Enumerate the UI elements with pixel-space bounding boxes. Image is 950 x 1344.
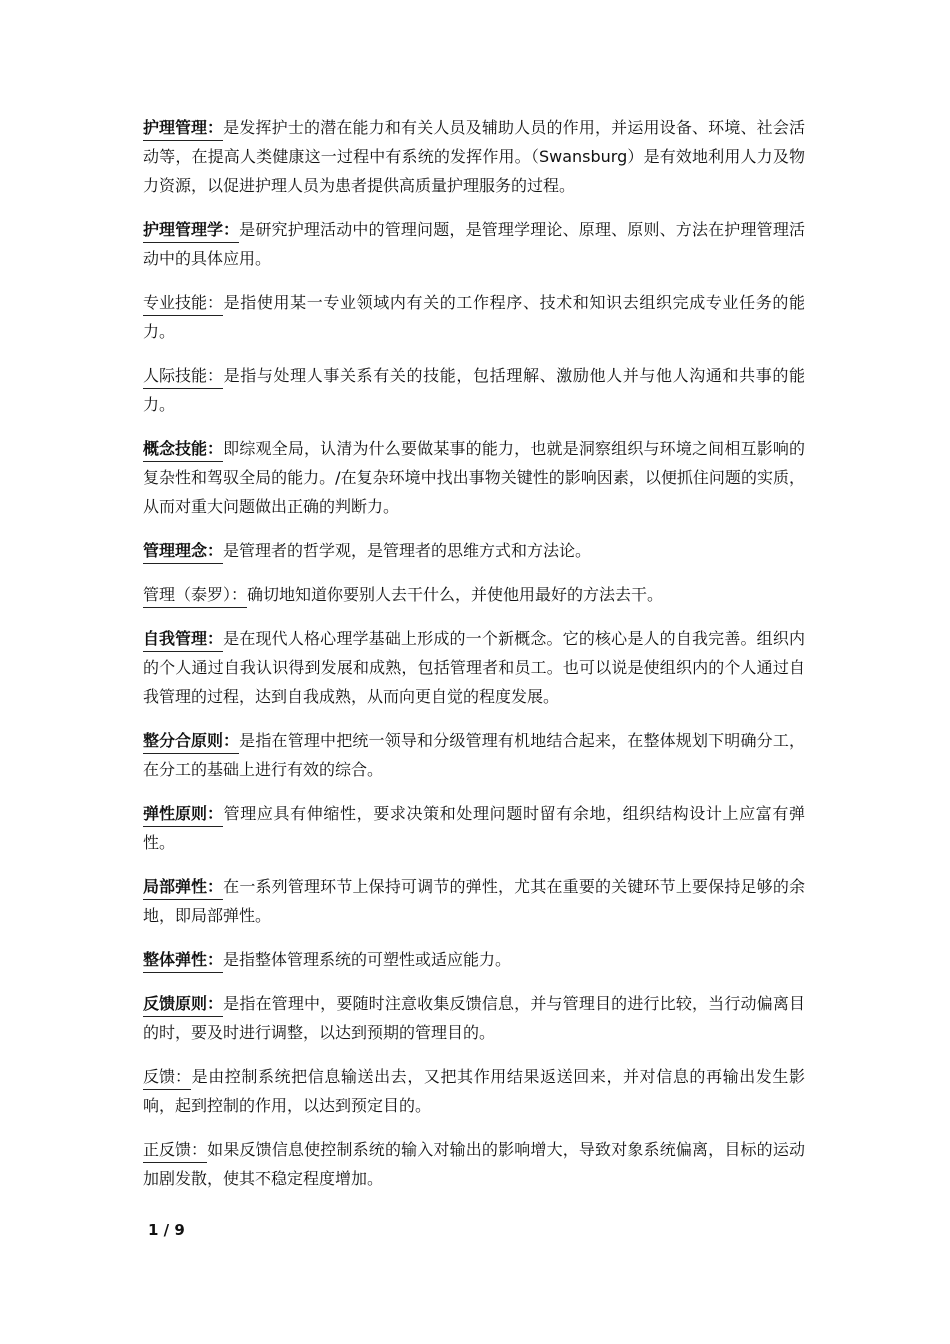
definition-text: 是管理者的哲学观，是管理者的思维方式和方法论。	[223, 541, 592, 560]
document-body	[143, 113, 805, 1208]
definition-term: 自我管理：	[143, 627, 223, 652]
definition-text: 是发挥护士的潜在能力和有关人员及辅助人员的作用，并运用设备、环境、社会活动等，在提高人类健康这一过程中有系统的发挥作用。（Swansburg）是有效地利用人力及物力资源，以促进护理人员为患者提供高质量护理服务的过程。	[143, 118, 805, 195]
definition-entry	[143, 215, 805, 273]
definition-term: 弹性原则：	[143, 802, 223, 827]
definition-text: 即综观全局，认清为什么要做某事的能力，也就是洞察组织与环境之间相互影响的复杂性和驾驭全局的能力。/在复杂环境中找出事物关键性的影响因素，以便抓住问题的实质，从而对重大问题做出正确的判断力。	[143, 439, 805, 516]
definition-text: 管理应具有伸缩性，要求决策和处理问题时留有余地，组织结构设计上应富有弹性。	[143, 804, 805, 852]
definition-text: 是在现代人格心理学基础上形成的一个新概念。它的核心是人的自我完善。组织内的个人通过自我认识得到发展和成熟，包括管理者和员工。也可以说是使组织内的个人通过自我管理的过程，达到自我成熟，从而向更自觉的程度发展。	[143, 629, 805, 706]
definition-term: 管理（泰罗）：	[143, 583, 247, 608]
definition-term: 概念技能：	[143, 437, 223, 462]
definition-text: 是指使用某一专业领域内有关的工作程序、技术和知识去组织完成专业任务的能力。	[143, 293, 805, 341]
definition-entry	[143, 361, 805, 419]
definition-term: 反馈原则：	[143, 992, 223, 1017]
definition-term: 正反馈：	[143, 1138, 207, 1163]
definition-text: 是指在管理中，要随时注意收集反馈信息，并与管理目的进行比较，当行动偏离目的时，要及时进行调整，以达到预期的管理目的。	[143, 994, 805, 1042]
definition-entry	[143, 726, 805, 784]
definition-text: 是指整体管理系统的可塑性或适应能力。	[223, 950, 512, 969]
definition-term: 整分合原则：	[143, 729, 239, 754]
definition-entry	[143, 113, 805, 200]
definition-entry	[143, 434, 805, 521]
definition-term: 反馈：	[143, 1065, 191, 1090]
definition-text: 在一系列管理环节上保持可调节的弹性，尤其在重要的关键环节上要保持足够的余地，即局部弹性。	[143, 877, 805, 925]
definition-text: 是指在管理中把统一领导和分级管理有机地结合起来，在整体规划下明确分工，在分工的基础上进行有效的综合。	[143, 731, 805, 779]
definition-term: 整体弹性：	[143, 948, 223, 973]
definition-term: 专业技能：	[143, 291, 223, 316]
definition-text: 确切地知道你要别人去干什么，并使他用最好的方法去干。	[247, 585, 664, 604]
definition-entry	[143, 945, 805, 974]
definition-entry	[143, 624, 805, 711]
definition-entry	[143, 536, 805, 565]
definition-text: 如果反馈信息使控制系统的输入对输出的影响增大，导致对象系统偏离，目标的运动加剧发散，使其不稳定程度增加。	[143, 1140, 805, 1188]
definition-term: 管理理念：	[143, 539, 223, 564]
definition-text: 是指与处理人事关系有关的技能，包括理解、激励他人并与他人沟通和共事的能力。	[143, 366, 805, 414]
definition-term: 护理管理：	[143, 116, 223, 141]
definition-entry	[143, 989, 805, 1047]
definition-entry	[143, 1062, 805, 1120]
definition-entry	[143, 799, 805, 857]
definition-text: 是研究护理活动中的管理问题，是管理学理论、原理、原则、方法在护理管理活动中的具体应用。	[143, 220, 805, 268]
definition-entry	[143, 872, 805, 930]
definition-term: 人际技能：	[143, 364, 223, 389]
definition-entry	[143, 288, 805, 346]
definition-term: 护理管理学：	[143, 218, 239, 243]
definition-text: 是由控制系统把信息输送出去，又把其作用结果返送回来，并对信息的再输出发生影响，起到控制的作用，以达到预定目的。	[143, 1067, 805, 1115]
definition-entry	[143, 1135, 805, 1193]
definition-entry	[143, 580, 805, 609]
definition-term: 局部弹性：	[143, 875, 223, 900]
page-number: 1 / 9	[148, 1221, 185, 1239]
